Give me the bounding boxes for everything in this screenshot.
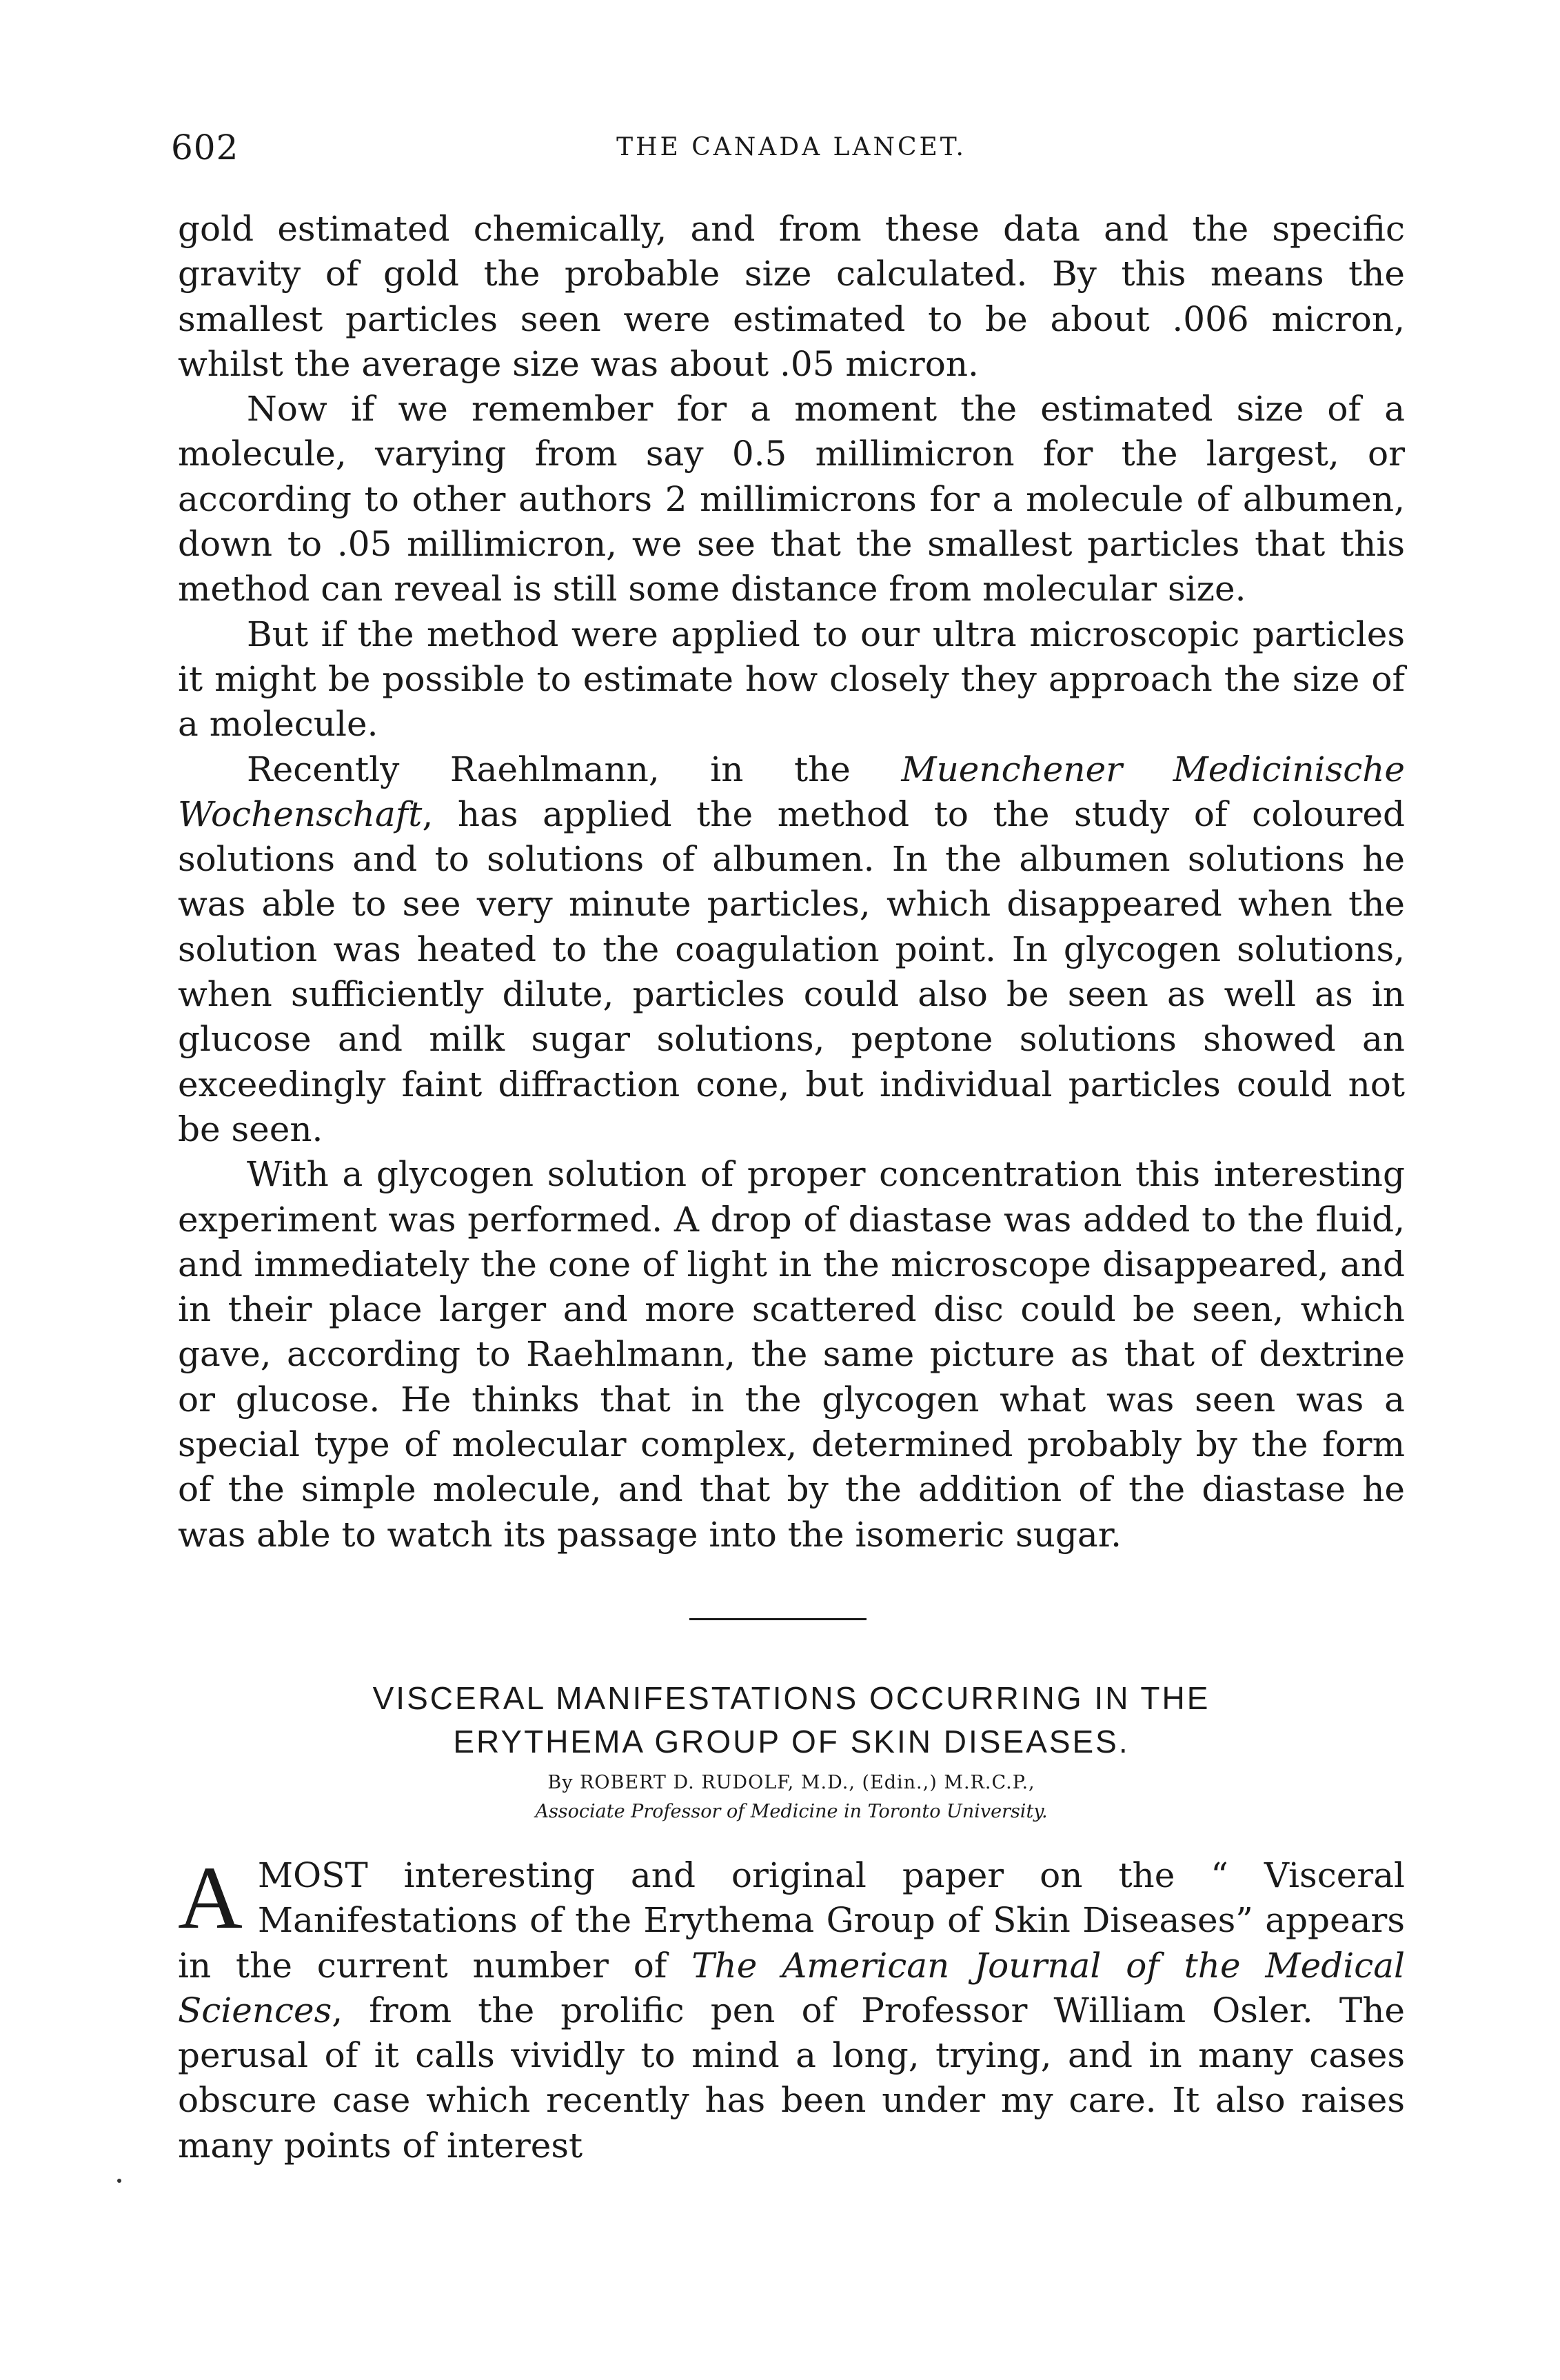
- page-number: 602: [171, 128, 239, 168]
- article-title-line-2: ERYTHEMA GROUP OF SKIN DISEASES.: [453, 1724, 1130, 1759]
- text-run: Recently Raehlmann, in the: [247, 749, 902, 789]
- paragraph: [178, 387, 1405, 612]
- body-text: [178, 207, 1405, 1557]
- author-affiliation: Associate Professor of Medicine in Toronto University.: [535, 1801, 1048, 1822]
- running-head: THE CANADA LANCET.: [616, 133, 966, 161]
- author-byline: By ROBERT D. RUDOLF, M.D., (Edin.,) M.R.C.P.,: [547, 1772, 1035, 1793]
- paragraph: [178, 612, 1405, 747]
- paragraph: [178, 207, 1405, 387]
- text-run: , from the prolific pen of Professor William Osler. The perusal of it calls vividly to mind a long, trying, and in many cases obscure case which recently has been under my care. It also raises many points of interest: [178, 1990, 1405, 2166]
- drop-cap: A: [178, 1848, 243, 1948]
- article-title-line-1: VISCERAL MANIFESTATIONS OCCURRING IN THE: [372, 1680, 1210, 1716]
- italic-title-text: The American Journal of the Medical Sciences: [178, 1945, 1405, 2030]
- text-run: , has applied the method to the study of coloured solutions and to solutions of albumen. In the albumen solutions he was able to see very minute particles, which disappeared when the solution was heated to the coagulation point. In glycogen solutions, when sufficiently dilute, particles could also be seen as well as in glucose and milk sugar solutions, peptone solutions showed an exceedingly faint diffraction cone, but individual particles could not be seen.: [178, 794, 1405, 1149]
- paragraph: [178, 1152, 1405, 1557]
- text-run: But if the method were applied to our ultra microscopic particles it might be possible to estimate how closely they approach the size of a molecule.: [178, 614, 1405, 745]
- section-divider: [689, 1618, 867, 1620]
- paragraph: [178, 747, 1405, 1153]
- text-run: gold estimated chemically, and from these data and the specific gravity of gold the probable size calculated. By this means the smallest particles seen were estimated to be about .006 micron, whilst the average size was about .05 micron.: [178, 209, 1405, 384]
- page-header: [171, 128, 1412, 169]
- italic-title-text: Muenchener Medicinische Wochenschaft: [178, 749, 1406, 834]
- margin-mark: [117, 2179, 121, 2183]
- text-run: Now if we remember for a moment the estimated size of a molecule, varying from say 0.5 millimicron for the largest, or according to other authors 2 millimicrons for a molecule of albumen, down to .05 millimicron, we see that the smallest particles that this method can reveal is still some distance from molecular size.: [178, 389, 1405, 609]
- article-title: [178, 1677, 1405, 1764]
- article-intro-paragraph: [178, 1848, 1405, 2168]
- text-run: MOST interesting and original paper on the “ Visceral Manifestations of the Erythema Group of Skin Diseases” appears in the current number of: [178, 1855, 1405, 1986]
- text-run: With a glycogen solution of proper concentration this interesting experiment was performed. A drop of diastase was added to the fluid, and immediately the cone of light in the microscope disappeared, and in their place larger and more scattered disc could be seen, which gave, according to Raehlmann, the same picture as that of dextrine or glucose. He thinks that in the glycogen what was seen was a special type of molecular complex, determined probably by the form of the simple molecule, and that by the addition of the diastase he was able to watch its passage into the isomeric sugar.: [178, 1154, 1405, 1555]
